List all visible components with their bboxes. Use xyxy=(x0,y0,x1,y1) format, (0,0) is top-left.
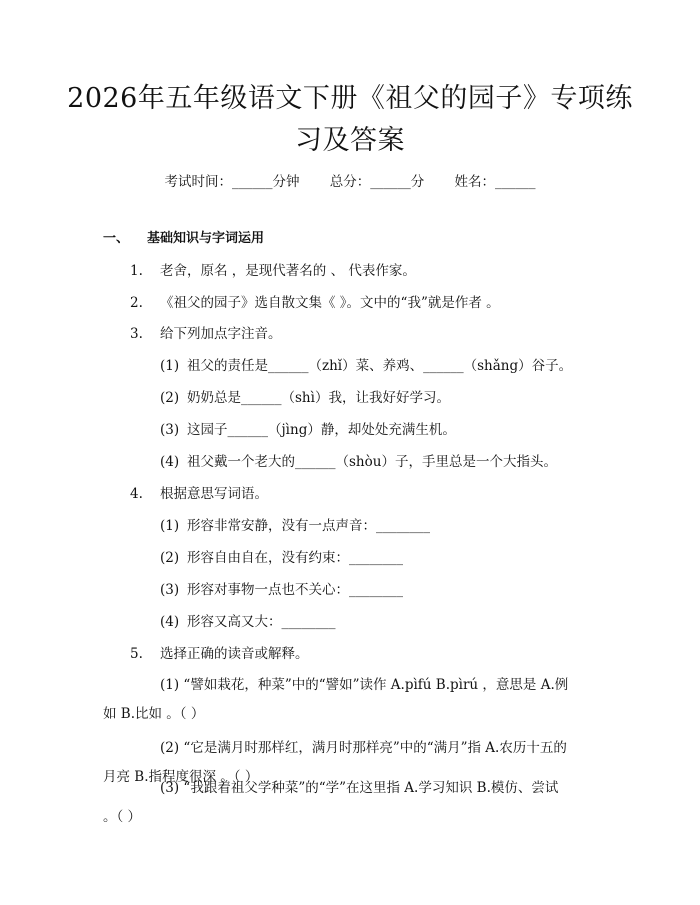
question-number: 1. xyxy=(130,263,143,279)
section-number: 一、 xyxy=(103,231,130,246)
sub-question: (1) 形容非常安静，没有一点声音：________ xyxy=(160,518,430,534)
total-score: 总分：______分 xyxy=(329,174,425,190)
question-number: 2. xyxy=(130,295,143,311)
question-number: 4. xyxy=(130,486,143,502)
exam-time: 考试时间：______分钟 xyxy=(164,174,300,190)
question-number: 3. xyxy=(130,326,143,342)
question-text: 老舍，原名 ，是现代著名的 、 代表作家。 xyxy=(160,263,416,279)
sub-question: (3) 这园子______（jìng）静，却处处充满生机。 xyxy=(160,422,456,438)
student-name: 姓名：______ xyxy=(454,174,536,190)
sub-question: (1) “譬如栽花，种菜”中的“譬如”读作 A.pìfú B.pìrú ，意思是 A.例如 B.比如 。（ ） xyxy=(103,677,569,722)
sub-question: (2) 奶奶总是______（shì）我，让我好好学习。 xyxy=(160,390,450,406)
page-title: 2026年五年级语文下册《祖父的园子》专项练习及答案 xyxy=(67,83,633,156)
sub-question: (4) 形容又高又大：________ xyxy=(160,614,336,630)
exam-meta xyxy=(0,170,700,190)
question-text: 根据意思写词语。 xyxy=(160,486,268,502)
question-2 xyxy=(130,293,500,313)
sub-question: (3) “我跟着祖父学种菜”的“学”在这里指 A.学习知识 B.模仿、尝试 。（ ） xyxy=(103,780,559,825)
question-number: 5. xyxy=(130,646,143,662)
question-text: 给下列加点字注音。 xyxy=(160,326,282,342)
section-heading xyxy=(103,229,264,249)
sub-question: (3) 形容对事物一点也不关心：________ xyxy=(160,582,403,598)
question-3 xyxy=(130,324,282,344)
sub-question: (4) 祖父戴一个老大的______（shòu）子，手里总是一个大指头。 xyxy=(160,454,557,470)
sub-question: (2) 形容自由自在，没有约束：________ xyxy=(160,550,403,566)
question-5 xyxy=(130,644,309,664)
question-1 xyxy=(130,261,416,281)
question-4 xyxy=(130,484,268,504)
sub-question: (2) “它是满月时那样红，满月时那样亮”中的“满月”指 A.农历十五的月亮 B.指程度很深 。（ ） xyxy=(103,740,567,785)
question-text: 《祖父的园子》选自散文集《 》。文中的“我”就是作者 。 xyxy=(160,295,500,311)
question-text: 选择正确的读音或解释。 xyxy=(160,646,309,662)
section-title: 基础知识与字词运用 xyxy=(147,231,265,246)
sub-question: (1) 祖父的责任是______（zhǐ）菜、养鸡、______（shǎng）谷子。 xyxy=(160,358,573,374)
